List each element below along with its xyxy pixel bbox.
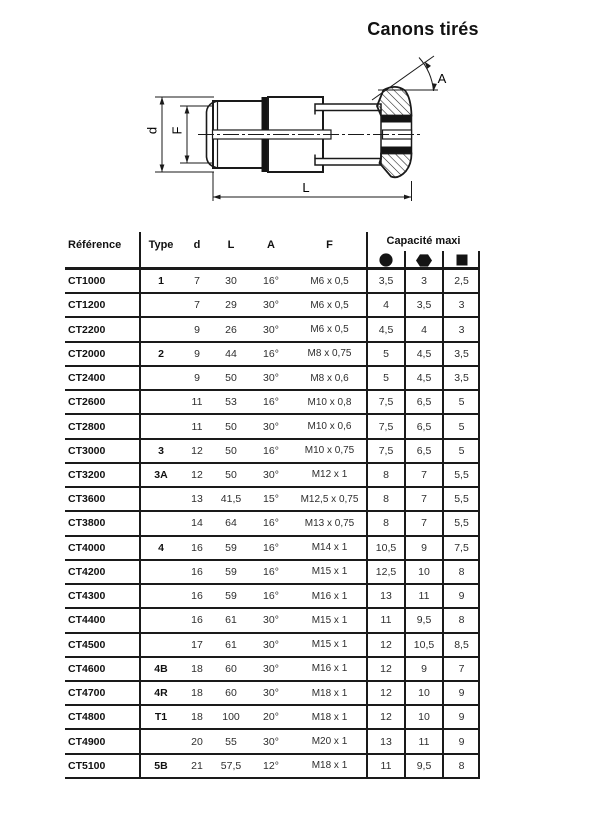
cell-F: M6 x 0,5 (310, 275, 349, 287)
cell-L: 41,5 (220, 493, 242, 506)
divider-before-capacity (366, 232, 368, 778)
cell-c1: 11 (380, 759, 392, 772)
header-F: F (326, 239, 333, 251)
cell-F: M6 x 0,5 (310, 324, 349, 336)
cell-A: 20° (263, 711, 279, 724)
cell-ref: CT1200 (68, 299, 106, 312)
cell-ref: CT2800 (68, 420, 106, 433)
cell-ref: CT3600 (68, 493, 106, 506)
cell-c1: 4,5 (378, 323, 394, 336)
table-row (65, 634, 480, 658)
cell-F: M13 x 0,75 (304, 517, 355, 529)
cell-A: 16° (263, 347, 279, 360)
table-row (65, 318, 480, 342)
cell-c1: 12 (380, 687, 392, 700)
table-row (65, 609, 480, 633)
cell-L: 44 (225, 347, 237, 360)
cell-c1: 8 (383, 493, 389, 506)
cell-F: M16 x 1 (311, 590, 348, 602)
table-row (65, 537, 480, 561)
cell-L: 59 (225, 590, 237, 603)
cell-L: 64 (225, 517, 237, 530)
cell-c1: 5 (383, 347, 389, 360)
cell-c1: 11 (380, 614, 392, 627)
cell-d: 14 (191, 517, 203, 530)
table-row (65, 464, 480, 488)
cell-c2: 10 (418, 687, 430, 700)
cell-F: M8 x 0,6 (310, 372, 349, 384)
cell-L: 61 (225, 638, 237, 651)
cell-F: M10 x 0,8 (307, 396, 352, 408)
cell-d: 7 (194, 299, 200, 312)
table-row (65, 488, 480, 512)
dim-F-label: F (169, 126, 185, 135)
hex-bar-icon (405, 254, 443, 267)
cell-ref: CT2200 (68, 323, 106, 336)
cell-A: 30° (263, 420, 279, 433)
cell-c1: 7,5 (378, 420, 394, 433)
collet-table (65, 232, 480, 779)
cell-c1: 8 (383, 517, 389, 530)
cell-c2: 3,5 (416, 299, 432, 312)
cell-c1: 12,5 (375, 565, 397, 578)
cell-c2: 6,5 (416, 396, 432, 409)
cell-A: 30° (263, 299, 279, 312)
cell-c2: 4,5 (416, 372, 432, 385)
cell-c3: 5 (458, 420, 465, 433)
cell-F: M8 x 0,75 (307, 348, 352, 360)
cell-A: 16° (263, 444, 279, 457)
cell-ref: CT4900 (68, 735, 106, 748)
cell-F: M10 x 0,6 (307, 421, 352, 433)
cell-d: 18 (191, 711, 203, 724)
cell-c3: 9 (458, 687, 465, 700)
cell-A: 30° (263, 735, 279, 748)
cell-ref: CT4700 (68, 687, 106, 700)
cell-L: 53 (225, 396, 237, 409)
table-row (65, 367, 480, 391)
cell-ref: CT4400 (68, 614, 106, 627)
dim-A-arc (419, 58, 434, 92)
cell-F: M15 x 1 (311, 566, 348, 578)
cell-d: 7 (194, 275, 200, 288)
cell-c2: 6,5 (416, 420, 432, 433)
cell-d: 11 (191, 420, 203, 433)
cell-c2: 7 (421, 468, 427, 481)
cell-ref: CT2000 (68, 347, 106, 360)
cell-F: M14 x 1 (311, 542, 348, 554)
table-row (65, 440, 480, 464)
header-reference: Référence (68, 239, 122, 251)
cell-L: 26 (225, 323, 237, 336)
table-row (65, 270, 480, 294)
cell-type: 4B (154, 662, 168, 675)
cell-A: 30° (263, 323, 279, 336)
table-row (65, 755, 480, 779)
cell-F: M20 x 1 (311, 736, 348, 748)
cell-c2: 9,5 (416, 759, 432, 772)
cell-c3: 8,5 (454, 638, 469, 651)
square-bar-icon (443, 254, 480, 266)
table-row (65, 658, 480, 682)
cell-d: 9 (194, 347, 200, 360)
cell-c1: 13 (380, 590, 392, 603)
cell-A: 16° (263, 541, 279, 554)
cell-L: 100 (222, 711, 240, 724)
page-title: Canons tirés (367, 19, 479, 39)
cell-d: 13 (191, 493, 203, 506)
cell-d: 21 (191, 759, 203, 772)
cell-d: 12 (191, 468, 203, 481)
head-lower-slot (381, 147, 413, 154)
cell-F: M10 x 0,75 (304, 445, 355, 457)
cell-F: M12 x 1 (311, 469, 348, 481)
header-d: d (193, 239, 201, 251)
table-header (65, 232, 480, 270)
cell-F: M16 x 1 (311, 663, 348, 675)
cell-c2: 7 (421, 517, 427, 530)
cell-type: 4 (158, 541, 164, 554)
cell-A: 16° (263, 396, 279, 409)
upper-arm (315, 104, 381, 111)
cell-c2: 10,5 (413, 638, 435, 651)
cell-c3: 9 (458, 590, 465, 603)
header-A: A (267, 239, 275, 251)
cell-A: 30° (263, 662, 279, 675)
cell-ref: CT2400 (68, 372, 106, 385)
cell-c3: 5,5 (454, 468, 469, 481)
cell-ref: CT1000 (68, 275, 106, 288)
cell-c2: 7 (421, 493, 427, 506)
cell-L: 60 (225, 662, 237, 675)
table-row (65, 585, 480, 609)
cell-L: 29 (225, 299, 237, 312)
cell-ref: CT4300 (68, 590, 106, 603)
cell-c3: 3 (458, 323, 465, 336)
cell-A: 30° (263, 638, 279, 651)
cell-L: 30 (225, 275, 237, 288)
cell-d: 11 (191, 396, 203, 409)
cell-L: 50 (225, 468, 237, 481)
cell-ref: CT4600 (68, 662, 106, 675)
cell-L: 60 (225, 687, 237, 700)
cell-c3: 8 (458, 759, 465, 772)
cell-type: 3 (158, 444, 164, 457)
cell-type: 5B (154, 759, 168, 772)
cell-c2: 9,5 (416, 614, 432, 627)
cell-F: M6 x 0,5 (310, 299, 349, 311)
cell-A: 16° (263, 517, 279, 530)
table-row (65, 682, 480, 706)
cell-ref: CT5100 (68, 759, 106, 772)
cell-F: M18 x 1 (311, 760, 348, 772)
cell-c1: 12 (380, 638, 392, 651)
dim-L-label: L (302, 180, 310, 195)
cell-type: 1 (158, 275, 164, 288)
cell-c1: 3,5 (378, 275, 394, 288)
cell-c3: 7,5 (454, 541, 469, 554)
cell-ref: CT4000 (68, 541, 106, 554)
cell-L: 61 (225, 614, 237, 627)
table-row (65, 512, 480, 536)
dim-A-label: A (437, 71, 447, 86)
cell-A: 16° (263, 275, 279, 288)
head-lower-cone (380, 154, 412, 178)
cell-F: M15 x 1 (311, 639, 348, 651)
cell-c1: 10,5 (375, 541, 397, 554)
table-row (65, 415, 480, 439)
table-row (65, 730, 480, 754)
cell-c3: 5,5 (454, 493, 469, 506)
cell-c1: 13 (380, 735, 392, 748)
head-upper-slot (381, 116, 413, 123)
cell-d: 20 (191, 735, 203, 748)
cell-c3: 5 (458, 396, 465, 409)
cell-A: 16° (263, 590, 279, 603)
cell-d: 16 (191, 614, 203, 627)
cell-L: 50 (225, 420, 237, 433)
collet-technical-drawing (0, 0, 600, 230)
cell-d: 16 (191, 541, 203, 554)
cell-d: 17 (191, 638, 203, 651)
cell-F: M18 x 1 (311, 711, 348, 723)
cell-d: 12 (191, 444, 203, 457)
cell-A: 12° (263, 759, 279, 772)
cell-A: 30° (263, 614, 279, 627)
cell-ref: CT4200 (68, 565, 106, 578)
cell-c2: 4,5 (416, 347, 432, 360)
lower-arm (315, 159, 381, 166)
cell-F: M12,5 x 0,75 (300, 493, 359, 505)
cell-c1: 4 (383, 299, 389, 312)
cell-ref: CT2600 (68, 396, 106, 409)
cell-d: 18 (191, 687, 203, 700)
cell-L: 59 (225, 565, 237, 578)
divider-capacity-2 (442, 251, 444, 778)
cell-c3: 2,5 (454, 275, 469, 288)
cell-d: 16 (191, 590, 203, 603)
cell-c2: 3 (421, 275, 427, 288)
table-row (65, 294, 480, 318)
cell-c1: 8 (383, 468, 389, 481)
cell-ref: CT4500 (68, 638, 106, 651)
cell-c3: 5 (458, 444, 465, 457)
cell-c3: 3 (458, 299, 465, 312)
cell-c3: 5,5 (454, 517, 469, 530)
cell-c2: 4 (421, 323, 427, 336)
cell-c1: 7,5 (378, 444, 394, 457)
cell-c3: 7 (458, 662, 465, 675)
cell-A: 16° (263, 565, 279, 578)
cell-L: 57,5 (220, 759, 242, 772)
table-right-border (478, 251, 480, 778)
cell-d: 9 (194, 372, 200, 385)
cell-L: 55 (225, 735, 237, 748)
cell-type: T1 (154, 711, 168, 724)
divider-capacity-1 (404, 251, 406, 778)
cell-d: 16 (191, 565, 203, 578)
cell-c3: 9 (458, 735, 465, 748)
cell-c3: 8 (458, 565, 465, 578)
cell-F: M15 x 1 (311, 614, 348, 626)
cell-c2: 9 (421, 541, 427, 554)
cell-L: 50 (225, 372, 237, 385)
cell-d: 9 (194, 323, 200, 336)
head-upper-cone (377, 87, 412, 116)
divider-after-reference (139, 232, 141, 778)
cell-A: 30° (263, 468, 279, 481)
cell-ref: CT4800 (68, 711, 106, 724)
cell-A: 30° (263, 372, 279, 385)
cell-type: 4R (154, 687, 168, 700)
table-row (65, 391, 480, 415)
dim-d-label: d (144, 126, 160, 135)
cell-A: 30° (263, 687, 279, 700)
cell-ref: CT3000 (68, 444, 106, 457)
cell-F: M18 x 1 (311, 687, 348, 699)
header-L: L (227, 239, 235, 251)
cell-type: 2 (158, 347, 164, 360)
header-capacity: Capacité maxi (386, 235, 461, 247)
cell-ref: CT3800 (68, 517, 106, 530)
cell-c2: 11 (418, 735, 430, 748)
round-bar-icon (367, 253, 405, 267)
cell-c1: 12 (380, 662, 392, 675)
cell-ref: CT3200 (68, 468, 106, 481)
cell-type: 3A (154, 468, 168, 481)
cell-L: 59 (225, 541, 237, 554)
cell-d: 18 (191, 662, 203, 675)
cell-A: 15° (263, 493, 279, 506)
header-type: Type (148, 239, 174, 251)
cell-c1: 12 (380, 711, 392, 724)
cell-c2: 9 (421, 662, 427, 675)
table-row (65, 343, 480, 367)
cell-c3: 3,5 (454, 347, 469, 360)
table-row (65, 706, 480, 730)
cell-c3: 9 (458, 711, 465, 724)
cell-c2: 6,5 (416, 444, 432, 457)
cell-c2: 11 (418, 590, 430, 603)
cell-L: 50 (225, 444, 237, 457)
cell-c1: 5 (383, 372, 389, 385)
cell-c3: 3,5 (454, 372, 469, 385)
capacity-symbols (367, 251, 480, 269)
table-rows (65, 270, 480, 779)
cell-c2: 10 (418, 711, 430, 724)
table-row (65, 561, 480, 585)
cell-c3: 8 (458, 614, 465, 627)
cell-c1: 7,5 (378, 396, 394, 409)
cell-c2: 10 (418, 565, 430, 578)
